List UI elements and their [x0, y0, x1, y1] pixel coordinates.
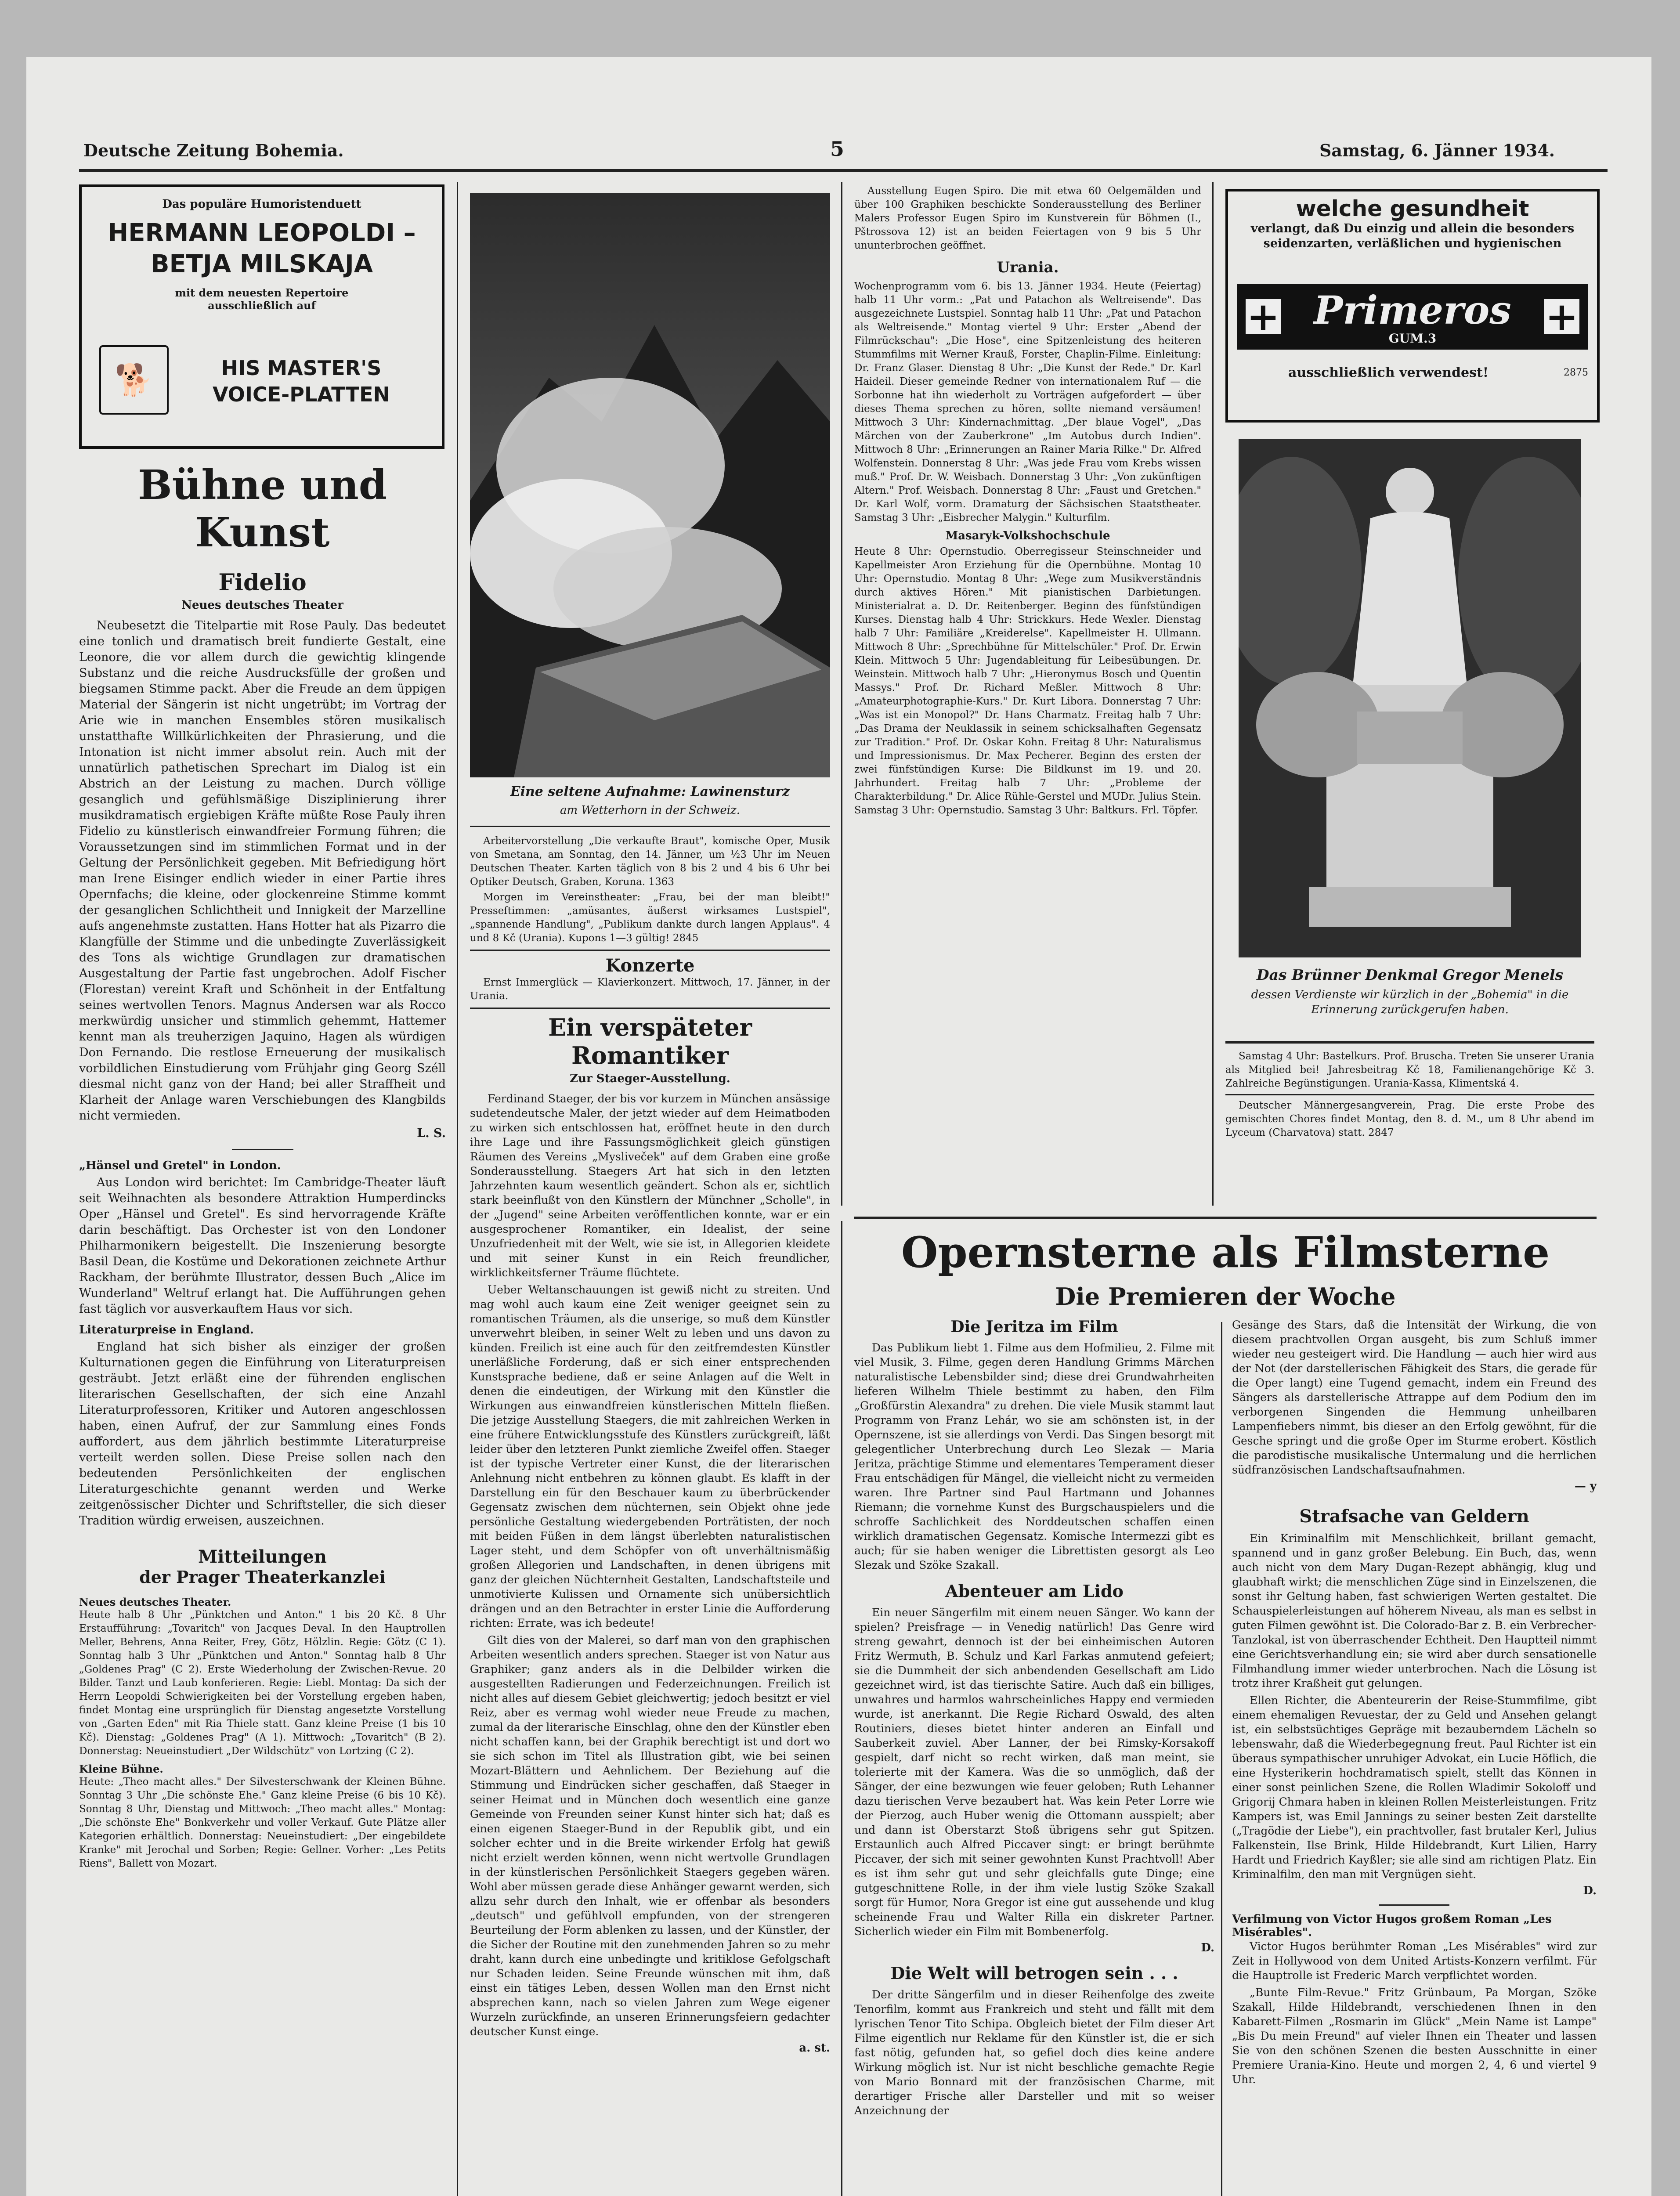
samstag-notice: Samstag 4 Uhr: Bastelkurs. Prof. Bruscha. Treten Sie unserer Urania als Mitglied bei! Jahresbeitrag Kč 18, Familienangehörige Kč 3. Zahlreiche Begünstigungen. Urania-Kassa, Klimentská 4.: [1225, 1051, 1594, 1089]
mitteilungen-body: Heute halb 8 Uhr „Pünktchen und Anton." 1 bis 20 Kč. 8 Uhr Erstaufführung: „Tovaritch" von Jacques Deval. In den Hauptrollen Meller, Behrens, Anna Reiter, Frey, Götz, Hölzlin. Regie: Götz (C 1). Sonntag halb 3 Uhr „Pünktchen und Anton." Sonntag halb 8 Uhr „Goldenes Prag" (C 2). Erste Wiederholung der Zwischen-Revue. 20 Bilder. Tanzt und Laub konferieren. Regie: Liebl. Montag: Da sich der Herrn Leopoldi Schwierigkeiten bei der Vorstellung ergeben haben, findet Montag eine ursprünglich für Dienstag angesetzte Vorstellung von „Garten Eden" mit Ria Thiele statt. Ganz kleine Preise (1 bis 10 Kč). Dienstag: „Goldenes Prag" (A 1). Mittwoch: „Tovaritch" (B 2). Donnerstag: Neueinstudiert „Der Wildschütz" von Lortzing (C 2).: [79, 1609, 446, 1757]
betrogen-body: Der dritte Sängerfilm und in dieser Reihenfolge des zweite Tenorfilm, kommt aus Frankreich und steht und fällt mit dem lyrischen Tenor Tito Schipa. Obgleich bietet der Film dieser Art Filme eigentlich nur Reklame für den Künstler ist, die er sich fast nötig, gefunden hat, so gefiel doch dies keine andere Wirkung möglich ist. Nur ist nicht beschliche gemachte Regie von Mario Bonnard mit der französischen Charme, mit derartiger Frische aller Darsteller und mit so weiser Anzeichnung der: [854, 1988, 1214, 2117]
gelder-title: Strafsache van Geldern: [1299, 1506, 1529, 1527]
lido-signature: D.: [1201, 1941, 1214, 1954]
kleine-buehne-body: Heute: „Theo macht alles." Der Silvesterschwank der Kleinen Bühne. Sonntag 3 Uhr „Die schönste Ehe." Ganz kleine Preise (6 bis 10 Kč). Sonntag 8 Uhr, Dienstag und Mittwoch: „Theo macht alles." Montag: „Die schönste Ehe" Bonkverkehr und voller Verkauf. Gute Plätze aller Kategorien erhältlich. Donnerstag: Neueinstudiert: „Der eingebildete Kranke" mit Jerochal und Sorben; Regie: Gellner. Vorher: „Les Petits Riens", Ballett von Mozart.: [79, 1776, 446, 1869]
mendel-monument-photo: [1239, 439, 1581, 957]
divider: [470, 950, 830, 951]
ad-leopoldi-name1: HERMANN LEOPOLDI –: [108, 219, 416, 247]
column-divider: [457, 182, 458, 2196]
column-divider: [1221, 1322, 1222, 2196]
avalanche-caption: Eine seltene Aufnahme: Lawinensturz: [510, 784, 790, 799]
newspaper-page: [26, 57, 1651, 2196]
haensel-body: Aus London wird berichtet: Im Cambridge-Theater läuft seit Weihnachten als besondere Attraktion Humperdincks Oper „Hänsel und Gretel". Es sind hervorragende Kräfte darin beschäftigt. Das Orchester ist von den Londoner Philharmonikern beigestellt. Die Inszenierung besorgte Basil Dean, die Kostüme und Dekorationen zeichnete Arthur Rackham, der berühmte Illustrator, dessen Buch „Alice im Wunderland" Weltruf erlangt hat. Die Aufführungen gehen fast täglich vor ausverkauftem Haus vor sich.: [79, 1176, 446, 1316]
hugo-title: Verfilmung von Victor Hugos großem Roman „Les Misérables".: [1232, 1913, 1552, 1939]
literatur-body: England hat sich bisher als einziger der großen Kulturnationen gegen die Einführung von Literaturpreisen gesträubt. Jetzt erläßt eine der führenden englischen literarischen Gesellschaften, der sich eine Anzahl Literaturprofessoren, Kritiker und Autoren angeschlossen haben, einen Aufruf, der zur Sammlung eines Fonds auffordert, aus dem jährlich bestimmte Literaturpreise verteilt werden sollen. Diese Preise sollen nach den bedeutenden Persönlichkeiten der englischen Literaturgeschichte genannt werden und Werke zeitgenössischer Dichter und Schriftsteller, die sich dieser Tradition würdig erweisen, auszeichnen.: [79, 1340, 446, 1528]
romantiker-p2: Ueber Weltanschauungen ist gewiß nicht zu streiten. Und mag wohl auch kaum eine Zeit weniger geeignet sein zu romantischen Träumen, als die unserige, so muß dem Künstler unverwehrt bleiben, in seiner Welt zu leben und uns davon zu künden. Freilich ist eine auch für den zeitfremdesten Künstler unerläßliche Forderung, daß er sich einer entsprechenden Kunstsprache bediene, daß er seine Anlagen auf die Welt in denen die eindeutigen, der Wirkung mit den Künstler die Wirkungen aus einwandfreien künstlerischen Mitteln fließen. Die jetzige Ausstellung Staegers, die mit zahlreichen Werken in eine frühere Entwicklungsstufe des Künstlers zurückgreift, läßt leider über den letzteren Punkt ziemliche Zweifel offen. Staeger ist der typische Vertreter einer Kunst, die der literarischen Anlehnung nicht entbehren zu können glaubt. Es klafft in der Darstellung ein für den Beschauer kaum zu überbrückender Gegensatz zwischen dem nüchternen, sein Objekt ohne jede persönliche Gestaltung wiedergebenden Porträtisten, der noch mit beiden Füßen in dem längst überlebten naturalistischen Lager steht, und dem Schöpfer von oft unverhältnismäßig großen Allegorien und Landschaften, in denen übrigens mit ganz der gleichen Nüchternheit Gestalten, Landschaftsteile und unmotivierte Kulissen und Ornamente sich unübersichtlich drängen und an den Betrachter in erster Linie die Aufforderung richten: Errate, was ich bedeute!: [470, 1283, 830, 1629]
ad-primeros-top: welche gesundheit: [1296, 196, 1529, 221]
volkshochschule-program: Heute 8 Uhr: Opernstudio. Oberregisseur Steinschneider und Kapellmeister Aron Erziehung für die Opernbühne. Montag 10 Uhr: Opernstudio. Montag 8 Uhr: „Wege zum Musikverständnis durch aktives Hören." Mit pianistischen Darbietungen. Ministerialrat a. D. Dr. Reitenberger. Beginn des fünfstündigen Kurses. Dienstag halb 4 Uhr: Strickkurs. Hede Wexler. Dienstag halb 7 Uhr: Familiäre „Kreiderelse". Kapellmeister H. Ullmann. Mittwoch 8 Uhr: „Sprechbühne für Mittelschüler." Prof. Dr. Erwin Klein. Mittwoch 5 Uhr: Jugendableitung für Leibesübungen. Dr. Weinstein. Mittwoch halb 7 Uhr: „Hieronymus Bosch und Quentin Massys." Prof. Dr. Richard Meßler. Mittwoch 8 Uhr: „Amateurphotographie-Kurs." Dr. Kurt Libora. Donnerstag 7 Uhr: „Was ist ein Monopol?" Dr. Hans Charmatz. Freitag halb 7 Uhr: „Das Drama der Neuklassik in seinem schicksalhaften Gegensatz zur Tradition." Prof. Dr. Oskar Kohn. Freitag 8 Uhr: Naturalismus und Impressionismus. Dr. Max Pecherer. Beginn des ersten der zwei fünfstündigen Kurse: Die Bildkunst im 19. und 20. Jahrhundert. Freitag halb 7 Uhr: „Probleme der Charakterbildung." Dr. Alice Rühle-Gerstel und MUDr. Julius Stein. Samstag 3 Uhr: Opernstudio. Samstag 3 Uhr: Baltkurs. Frl. Töpfer.: [854, 546, 1201, 816]
divider: [470, 1008, 830, 1009]
ad-leopoldi: [79, 184, 444, 449]
volkshochschule-title: Masaryk-Volkshochschule: [945, 529, 1110, 542]
avalanche-photo: [470, 193, 830, 777]
jeritza-title: Die Jeritza im Film: [950, 1318, 1118, 1336]
kleine-buehne-title: Kleine Bühne.: [79, 1763, 163, 1775]
gelder-signature: D.: [1583, 1884, 1597, 1897]
column-1: [79, 461, 446, 2196]
opern-right-column: [1232, 1318, 1597, 2196]
fidelio-title: Fidelio: [218, 569, 307, 596]
ad-leopoldi-brand1: HIS MASTER'S: [221, 356, 382, 380]
hugo-body: Victor Hugos berühmter Roman „Les Misérables" wird zur Zeit in Hollywood von dem United Artists-Konzern verfilmt. Für die Hauptrolle ist Frederic March verpflichtet worden.: [1232, 1940, 1597, 1982]
header-right: Samstag, 6. Jänner 1934.: [1319, 141, 1555, 160]
ad-leopoldi-line2: ausschließlich auf: [208, 299, 316, 312]
opern-subtitle: Die Premieren der Woche: [1055, 1282, 1396, 1311]
divider: [1379, 1904, 1449, 1906]
ad-primeros-number: 2875: [1564, 367, 1588, 378]
avalanche-image: [470, 193, 830, 777]
arbeiter-notice: Arbeitervorstellung „Die verkaufte Braut", komische Oper, Musik von Smetana, am Sonntag, den 14. Jänner, um ½3 Uhr im Neuen Deutschen Theater. Karten täglich von 8 bis 2 und 4 bis 6 Uhr bei Optiker Deutsch, Graben, Koruna. 1363: [470, 835, 830, 888]
romantiker-signature: a. st.: [799, 2041, 830, 2055]
romantiker-p3: Gilt dies von der Malerei, so darf man von den graphischen Arbeiten wesentlich anders sprechen. Staeger ist von Natur aus Graphiker; ganz anders als in die Delbilder wirken die ausgestellten Radierungen und Federzeichnungen. Freilich ist nicht alles auf diesem Gebiet gleichwertig; jedoch besitzt er viel Reiz, aber es vermag wohl wieder neue Freude zu machen, zumal da der literarische Einschlag, ohne den der Künstler eben nicht schaffen kann, bei der Graphik berechtigt ist und dort wo sie sich schon im Titel als Illustration gibt, wie bei seinen Mozart-Blättern und Aehnlichem. Der Beziehung auf die Stimmung und Eindrücken sicher geschaffen, daß Staeger in seiner Heimat und in München doch wesentlich eine ganze Gemeinde von Freunden seiner Kunst hinter sich hat; daß es einen eigenen Staeger-Bund in der Republik gibt, und ein solcher echter und in die Breite wirkender Erfolg hat gewiß nicht erzielt werden können, wenn nicht wertvolle Grundlagen in der künstlerischen Persönlichkeit Staegers gegeben wären. Wohl aber müssen gerade diese Anhänger gewarnt werden, sich allzu sehr durch den Inhalt, wie er offenbar als besonders „deutsch" und gefühlvoll empfunden, von der strengeren Beurteilung der Form ablenken zu lassen, und der Künstler, der die Sicher der Routine mit den zunehmenden Jahren so zu mehr draht, kann durch eine unbedingte und kritiklose Gefolgschaft nur Schaden leiden. Seine Freunde wünschen mit ihm, daß einst ein tätiges Leben, dessen Wollen man den Ernst nicht absprechen kann, nach so vielen Jahren zum Wege eigener Wurzeln zurückfinde, an unseren Erinnerungsfeiern gedachter deutscher Kunst einge.: [470, 1634, 830, 2038]
column-2: [470, 834, 830, 2196]
divider: [470, 826, 830, 827]
ad-primeros-banner: [1237, 284, 1588, 350]
opern-title: Opernsterne als Filmsterne: [901, 1228, 1550, 1277]
divider: [1225, 1094, 1594, 1095]
ad-primeros-text: verlangt, daß Du einzig und allein die besonders seidenzarten, verläßlichen und hygienischen: [1250, 222, 1575, 250]
divider: [854, 1217, 1597, 1219]
lido-title: Abenteuer am Lido: [945, 1581, 1124, 1601]
ad-primeros-gum: GUM.3: [1388, 331, 1437, 346]
mendel-caption2: dessen Verdienste wir kürzlich in der „Bohemia" in die Erinnerung zurückgerufen haben.: [1251, 988, 1569, 1016]
cross-icon: +: [1246, 299, 1281, 334]
mitteilungen-title2: der Prager Theaterkanzlei: [139, 1567, 386, 1587]
ad-primeros: [1225, 189, 1600, 423]
haensel-title: „Hänsel und Gretel" in London.: [79, 1159, 281, 1172]
betrogen-title: Die Welt will betrogen sein . . .: [890, 1963, 1178, 1983]
fidelio-subtitle: Neues deutsches Theater: [181, 599, 343, 612]
gelder-body2: Ellen Richter, die Abenteurerin der Reise-Stummfilme, gibt einem ehemaligen Revuestar, der zu Geld und Ansehen gelangt ist, ein selbstsüchtiges Gepräge mit bezauberndem Lächeln so lebenswahr, daß die Wiederbegegnung freut. Paul Richter ist ein überaus sympathischer unruhiger Advokat, ein Lucie Höflich, die eine Hysterikerin hochdramatisch spielt, stellt das Können in einer sonst peinlichen Szene, die Rollen Wladimir Sokoloff und Grigorij Chmara haben in kleinen Rollen Meisterleistungen. Fritz Kampers ist, was Emil Jannings zu seiner besten Zeit darstellte („Tragödie der Liebe"), ein prachtvoller, fast brutaler Kerl, Julius Falkenstein, Ilse Brink, Hilde Hildebrandt, Kurt Lilien, Harry Hardt und Friedrich Kayßler; sie alle sind am richtigen Platz. Ein Kriminalfilm, den man mit Vergnügen sieht.: [1232, 1694, 1597, 1881]
fidelio-body: Neubesetzt die Titelpartie mit Rose Pauly. Das bedeutet eine tonlich und dramatisch breit fundierte Gestalt, eine Leonore, die vor allem durch die gewichtig klingende Substanz und die reiche Ausdrucksfülle der großen und biegsamen Stimme packt. Aber die Freude an dem üppigen Material der Sängerin ist nicht ungetrübt; im Vortrag der Arie wie in manchen Ensembles stören musikalisch unstatthafte Willkürlichkeiten der Phrasierung, und die Intonation ist nicht immer absolut rein. Auch mit der unnatürlich pathetischen Sprechart im Dialog ist ein Abstrich an der Leistung zu machen. Durch völlige gesanglich und gefühlsmäßige Disziplinierung ihrer musikdramatisch ergiebigen Kräfte müßte Rose Pauly ihren Fidelio zu künstlerisch einwandfreier Formung führen; die Voraussetzungen sind im stimmlichen Format und in der Geltung der Persönlichkeit gegeben. Mit Befriedigung hört man Irene Eisinger endlich wieder in einer Partie ihres Opernfachs; die kleine, oder glockenreine Stimme kommt der gesanglichen Schlichtheit und Innigkeit der Marzelline aufs angenehmste zustatten. Hans Hotter hat als Pizarro die Klangfülle der Stimme und die unbedingte Zuverlässigkeit des Tons als wichtige Grundlagen zur dramatischen Ausgestaltung der Partie fast ungebrochen. Adolf Fischer (Florestan) vereint Kraft und Schönheit in der Entfaltung seines wertvollen Tenors. Magnus Andersen war als Rocco merkwürdig unsicher und stimmlich gehemmt, Hattemer kennt man als treuherzigen Jaquino, Hagen als würdigen Don Fernando. Die restlose Erneuerung der musikalisch vorbildlichen Einstudierung vom Frühjahr ging Georg Széll diesmal nicht ganz von der Hand; bei aller Straffheit und Klarheit der Anlage waren Verschiebungen des Klangbilds nicht vermieden.: [79, 619, 446, 1123]
mitteilungen-sub: Neues deutsches Theater.: [79, 1596, 231, 1608]
column-divider: [841, 1221, 842, 2196]
divider: [232, 1149, 293, 1150]
monument-image: [1239, 439, 1581, 957]
section-title: Bühne und Kunst: [137, 461, 387, 556]
gramophone-dog-logo: 🐕: [99, 345, 169, 415]
jeritza-body: Das Publikum liebt 1. Filme aus dem Hofmilieu, 2. Filme mit viel Musik, 3. Filme, gegen deren Handlung Grimms Märchen naturalistische Lebensbilder sind; diese drei Grundwahrheiten lieferen Wilhelm Thiele bestimmt zu haben, den Film „Großfürstin Alexandra" zu drehen. Die viele Musik stammt laut Programm von Franz Lehár, wo sie am schönsten ist, in der Opernszene, ist sie allerdings von Verdi. Das Singen besorgt mit gelegentlicher Unterbrechung durch Leo Slezak — Maria Jeritza, prächtige Stimme und elementares Temperament dieser Frau entschädigen für Mängel, die vielleicht nicht zu vermeiden waren. Ihre Partner sind Paul Hartmann und Johannes Riemann; die vornehme Kunst des Burgschauspielers und die schroffe Sachlichkeit des Norddeutschen schaffen einen wirklich dramatischen Gegensatz. Komische Intermezzi gibt es auch; für sie haben weniger die Librettisten gesorgt als Leo Slezak und Szöke Szakall.: [854, 1341, 1214, 1571]
urania-program: Wochenprogramm vom 6. bis 13. Jänner 1934. Heute (Feiertag) halb 11 Uhr vorm.: „Pat und Patachon als Weltreisende". Das ausgezeichnete Lustspiel. Sonntag halb 11 Uhr: „Pat und Patachon als Weltreisende." Montag viertel 9 Uhr: Erster „Abend der Filmrückschau": „Die Hose", eine Spitzenleistung des heiteren Stummfilms mit Werner Krauß, Forster, Chaplin-Filme. Einleitung: Dr. Franz Glaser. Dienstag 8 Uhr: „Die Kunst der Rede." Dr. Karl Haideil. Dieser gemeinde Redner von internationalem Ruf — die Sorbonne hat ihn wiederholt zu Vorträgen aufgefordert — über dieses Thema sprechen zu hören, sollte niemand versäumen! Mittwoch 3 Uhr: Kindernachmittag. „Der blaue Vogel", „Das Märchen von der Zauberkrone" „Im Autobus durch Indien". Mittwoch 8 Uhr: „Erinnerungen an Rainer Maria Rilke." Dr. Alfred Wolfenstein. Donnerstag 8 Uhr: „Was jede Frau vom Krebs wissen muß." Prof. Dr. W. Weisbach. Donnerstag 3 Uhr: „Von zukünftigen Altern." Prof. Weisbach. Donnerstag 8 Uhr: „Faust und Gretchen." Dr. Karl Wolf, vorm. Dramaturg der Sächsischen Staatstheater. Samstag 3 Uhr: „Eisbrecher Malygin." Kulturfilm.: [854, 281, 1201, 524]
column-4-notices: [1225, 1050, 1594, 1208]
konzerte-body: Ernst Immerglück — Klavierkonzert. Mittwoch, 17. Jänner, in der Urania.: [470, 977, 830, 1002]
fidelio-signature: L. S.: [417, 1127, 446, 1140]
opern-left-column: [854, 1318, 1214, 2196]
mitteilungen-title: Mitteilungen: [198, 1546, 327, 1567]
ausstellung-notice: Ausstellung Eugen Spiro. Die mit etwa 60 Oelgemälden und über 100 Graphiken beschickte Sonderausstellung des Berliner Malers Professor Eugen Spiro im Kunstverein für Böhmen (I., Pštrossova 12) ist an beiden Feiertagen von 9 bis 5 Uhr ununterbrochen geöffnet.: [854, 185, 1201, 251]
morgen-notice: Morgen im Vereinstheater: „Frau, bei der man bleibt!" Presseſtimmen: „amüsantes, äußerst wirksames Lustspiel", „spannende Handlung", „Publikum dankte durch langen Applaus". 4 und 8 Kč (Urania). Kupons 1—3 gültig! 2845: [470, 892, 830, 944]
ad-leopoldi-brand2: VOICE-PLATTEN: [212, 383, 390, 406]
lido-body: Ein neuer Sängerfilm mit einem neuen Sänger. Wo kann der spielen? Preisfrage — in Venedig natürlich! Das Genre wird streng gewahrt, dennoch ist der bei einheimischen Autoren Fritz Wermuth, B. Schulz und Karl Farkas anmutend gefeiert; sie die Dummheit der sich anbendenden Gesellschaft am Lido gezeichnet wird, ist das tierischte Satire. Auch daß ein billiges, unwahres und harmlos wahrscheinliches Happy end vermieden wurde, ist anerkannt. Die Regie Richard Oswald, des alten Routiniers, dieses bietet hinter anderen an Einfall und Sauberkeit zuviel. Aber Lanner, der bei Rimsky-Korsakoff gespielt, darf nicht so recht wirken, daß man meint, sie tolerierte mit der Kamera. Was die so unmöglich, daß der Sänger, der eine bezwungen wie feuer geloben; Ruth Lehanner dazu tierischen Verve bezaubert hat. Was kein Peter Lorre wie der Pierzog, auch Huber wenig die Ottomann ausspielt; aber und dann ist Oberstarzt Stoß übrigens sehr gut Spitzen. Erstaunlich auch Alfred Piccaver singt: er bringt berühmte Piccaver, der sich mit seiner gewohnten Kunst Prachtvoll! Aber es ist ihm sehr gut und sehr gleichfalls gute Dinge; eine gutgeschnittene Rolle, in der ihm viele lustig Szöke Szakall sorgt für Humor, Nora Gregor ist eine gut aussehende und klug scheinende Frau und Walter Rilla ein diskreter Partner. Sicherlich wieder ein Film mit Bombenerfolg.: [854, 1606, 1214, 1938]
column-divider: [1212, 182, 1214, 1206]
romantiker-subtitle: Zur Staeger-Ausstellung.: [570, 1072, 730, 1085]
ad-leopoldi-line1: mit dem neuesten Repertoire: [175, 286, 349, 299]
bunte-body: „Bunte Film-Revue." Fritz Grünbaum, Pa Morgan, Szöke Szakall, Hilde Hildebrandt, verschiedenen Ihnen in den Kabarett-Filmen „Rosmarin im Glück" „Mein Name ist Lampe" „Bis Du mein Freund" auf vieler Ihnen ein Theater und lassen Sie von den schönen Szenen die besten Ausschnitte in einer Premiere Urania-Kino. Heute und morgen 2, 4, 6 und viertel 9 Uhr.: [1232, 1986, 1597, 2086]
maenner-notice: Deutscher Männergesangverein, Prag. Die erste Probe des gemischten Chores findet Montag, den 8. d. M., um 8 Uhr abend im Lyceum (Charvatova) statt. 2847: [1225, 1100, 1594, 1138]
header-left: Deutsche Zeitung Bohemia.: [83, 141, 344, 160]
divider: [1225, 1041, 1594, 1044]
column-3: [854, 184, 1201, 1208]
page-number: 5: [830, 137, 845, 161]
betrogen-continued: Gesänge des Stars, daß die Intensität der Wirkung, die von diesem prachtvollen Organ ausgeht, bis zum Schluß immer wieder neu gesteigert wird. Die Handlung — auch hier wird aus der Not (der darstellerischen Fähigkeit des Stars, die gerade für die Oper langt) eine Tugend gemacht, indem ein Freund des Sängers als darstellerische Attrappe auf dem Podium den im verborgenen Singenden die Hemmung unheilbaren Lampenfiebers nimmt, bis dieser an den Erfolg gewöhnt, für die Gesche springt und die große Oper im Sturme erobert. Köstlich die parodistische musikalische Untermalung und die herrlichen südfranzösischen Landschaftsaufnahmen.: [1232, 1318, 1597, 1476]
ad-leopoldi-name2: BETJA MILSKAJA: [150, 250, 373, 278]
betrogen-signature: — y: [1574, 1480, 1597, 1493]
gelder-body: Ein Kriminalfilm mit Menschlichkeit, brillant gemacht, spannend und in ganz großer Belebung. Ein Buch, das, wenn auch nicht von dem Mary Dugan-Rezept abhängig, klug und glaubhaft wirkt; die menschlichen Züge sind in Einzelszenen, die sonst ihr Geltung haben, fast schwierigen Werten gestaltet. Die Schauspielerleistungen auf höherem Niveau, als man es selbst in guten Filmen gewöhnt ist. Die Colorado-Bar z. B. ein Verbrecher-Tanzlokal, ist von überraschender Echtheit. Den Hauptteil nimmt eine Gerichtsverhandlung ein; sie wird aber durch sensationelle Filmhandlung immer wieder unterbrochen. Nach die Lösung ist trotz ihrer Kraßheit gut gelungen.: [1232, 1532, 1597, 1690]
ad-primeros-bottom: ausschließlich verwendest!: [1288, 365, 1489, 380]
cross-icon: +: [1544, 299, 1579, 334]
romantiker-title: Ein verspäteter Romantiker: [548, 1013, 752, 1069]
konzerte-title: Konzerte: [605, 955, 695, 976]
ad-primeros-brand: Primeros: [1314, 287, 1511, 333]
literatur-title: Literaturpreise in England.: [79, 1323, 254, 1336]
ad-leopoldi-top: Das populäre Humoristenduett: [162, 198, 361, 211]
mendel-caption: Das Brünner Denkmal Gregor Menels: [1256, 966, 1564, 983]
romantiker-p1: Ferdinand Staeger, der bis vor kurzem in München ansässige sudetendeutsche Maler, der jetzt wieder auf dem Heimatboden zu wirken sich entschlossen hat, eröffnet heute in den durch ihre Lage und ihre Fassungsmöglichkeit gleich günstigen Räumen des Vereins „Mysliveček" auf dem Graben eine große Sonderausstellung. Staegers Art hat sich in den letzten Jahrzehnten kaum wesentlich geändert. Schon als er, sichtlich stark beeinflußt von den Künstlern der Münchner „Scholle", in der „Jugend" seine Arbeiten veröffentlichen konnte, war er ein ausgesprochener Romantiker, ein Idealist, der seine Unzufriedenheit mit der Welt, wie sie ist, in Allegorien kleidete und mit seiner Kunst in ein Reich freundlicher, wirklichkeitsferner Träume flüchtete.: [470, 1092, 830, 1279]
header-rule: [79, 169, 1608, 172]
avalanche-caption2: am Wetterhorn in der Schweiz.: [560, 804, 741, 817]
urania-title: Urania.: [997, 259, 1059, 276]
column-divider: [841, 182, 842, 1206]
